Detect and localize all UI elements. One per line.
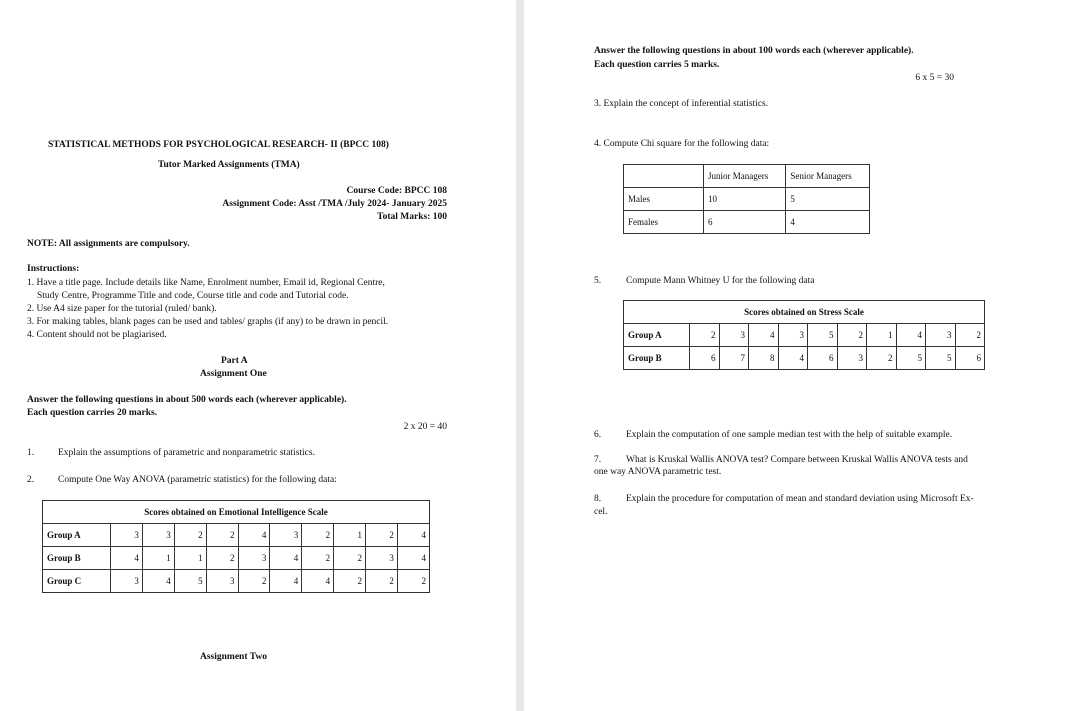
- table-header-cell: Senior Managers: [786, 165, 870, 188]
- document-title: STATISTICAL METHODS FOR PSYCHOLOGICAL RESEARCH- II (BPCC 108): [48, 140, 389, 150]
- table-cell: 4: [778, 347, 808, 370]
- answer-instruction: Answer the following questions in about 100 words each (wherever applicable).: [594, 46, 914, 56]
- table-cell: 2: [206, 547, 238, 570]
- assignment-two-heading: Assignment Two: [200, 652, 267, 662]
- instruction-item-continued: Study Centre, Programme Title and code, Course title and code and Tutorial code.: [37, 291, 349, 301]
- part-heading: Part A: [221, 356, 248, 366]
- row-label: Group C: [43, 570, 111, 593]
- row-label: Group A: [43, 524, 111, 547]
- table-cell: 4: [270, 570, 302, 593]
- table-cell: 4: [238, 524, 270, 547]
- table-cell: 6: [690, 347, 720, 370]
- row-label: Males: [624, 188, 704, 211]
- chi-square-table: [623, 164, 870, 234]
- table-cell: 1: [867, 324, 897, 347]
- question-text: Explain the assumptions of parametric and nonparametric statistics.: [58, 448, 315, 458]
- table-cell: 2: [837, 324, 867, 347]
- table-cell: 3: [270, 524, 302, 547]
- table-row: [43, 547, 430, 570]
- marks-formula: 6 x 5 = 30: [915, 73, 954, 83]
- table-cell: 2: [174, 524, 206, 547]
- table-cell: 3: [111, 570, 143, 593]
- table-cell: 1: [174, 547, 206, 570]
- table-caption: Scores obtained on Emotional Intelligence Scale: [43, 501, 430, 524]
- row-label: Group B: [624, 347, 690, 370]
- table-row: [624, 347, 985, 370]
- table-cell: 2: [397, 570, 429, 593]
- table-cell: 6: [808, 347, 838, 370]
- question-number: 8.: [594, 494, 602, 504]
- table-cell: 4: [786, 211, 870, 234]
- table-cell: 7: [719, 347, 749, 370]
- table-cell: 3: [719, 324, 749, 347]
- question-text-continued: one way ANOVA parametric test.: [594, 467, 722, 477]
- table-cell: 2: [206, 524, 238, 547]
- table-cell: 4: [302, 570, 334, 593]
- question-number: 5.: [594, 276, 602, 286]
- question-text: 3. Explain the concept of inferential statistics.: [594, 99, 769, 109]
- table-row: [43, 524, 430, 547]
- question-text-continued: cel.: [594, 507, 608, 517]
- table-cell: 3: [366, 547, 398, 570]
- row-label: Females: [624, 211, 704, 234]
- table-cell: 2: [302, 524, 334, 547]
- document-page-left: [0, 0, 516, 711]
- answer-instruction: Answer the following questions in about 500 words each (wherever applicable).: [27, 395, 347, 405]
- table-cell: 2: [867, 347, 897, 370]
- question-text: Compute One Way ANOVA (parametric statistics) for the following data:: [58, 475, 337, 485]
- question-text: What is Kruskal Wallis ANOVA test? Compare between Kruskal Wallis ANOVA tests and: [626, 455, 968, 465]
- table-cell: 10: [704, 188, 786, 211]
- table-cell: 5: [896, 347, 926, 370]
- marks-formula: 2 x 20 = 40: [403, 422, 447, 432]
- table-cell: 3: [778, 324, 808, 347]
- table-cell: 3: [206, 570, 238, 593]
- table-row: [624, 188, 870, 211]
- table-cell: 4: [270, 547, 302, 570]
- table-header-cell: [624, 165, 704, 188]
- anova-table: [42, 500, 430, 593]
- table-cell: 5: [174, 570, 206, 593]
- total-marks: Total Marks: 100: [377, 212, 447, 222]
- table-cell: 6: [704, 211, 786, 234]
- question-text: Compute Mann Whitney U for the following data: [626, 276, 815, 286]
- instruction-item: 1. Have a title page. Include details like Name, Enrolment number, Email id, Regional Centre,: [27, 278, 385, 288]
- question-text: Explain the computation of one sample median test with the help of suitable example.: [626, 430, 953, 440]
- table-cell: 3: [142, 524, 174, 547]
- instruction-item: 2. Use A4 size paper for the tutorial (ruled/ bank).: [27, 304, 217, 314]
- document-page-right: [524, 0, 1080, 711]
- table-header-cell: Junior Managers: [704, 165, 786, 188]
- table-cell: 4: [749, 324, 779, 347]
- table-cell: 2: [302, 547, 334, 570]
- table-cell: 8: [749, 347, 779, 370]
- table-cell: 5: [786, 188, 870, 211]
- note: NOTE: All assignments are compulsory.: [27, 239, 190, 249]
- row-label: Group B: [43, 547, 111, 570]
- instructions-heading: Instructions:: [27, 264, 80, 274]
- table-cell: 2: [238, 570, 270, 593]
- table-cell: 2: [955, 324, 985, 347]
- table-cell: 3: [111, 524, 143, 547]
- instruction-item: 3. For making tables, blank pages can be used and tables/ graphs (if any) to be drawn in pencil.: [27, 317, 389, 327]
- table-cell: 6: [955, 347, 985, 370]
- table-cell: 4: [397, 524, 429, 547]
- question-number: 2.: [27, 475, 35, 485]
- table-cell: 4: [896, 324, 926, 347]
- table-cell: 2: [366, 570, 398, 593]
- instruction-item: 4. Content should not be plagiarised.: [27, 330, 167, 340]
- table-cell: 2: [366, 524, 398, 547]
- table-cell: 3: [926, 324, 956, 347]
- table-cell: 3: [837, 347, 867, 370]
- table-cell: 4: [111, 547, 143, 570]
- table-row: [624, 324, 985, 347]
- table-cell: 4: [397, 547, 429, 570]
- table-cell: 1: [334, 524, 366, 547]
- table-header-row: [624, 165, 870, 188]
- question-number: 7.: [594, 455, 602, 465]
- table-cell: 5: [808, 324, 838, 347]
- assignment-one-heading: Assignment One: [200, 369, 267, 379]
- mann-whitney-table: [623, 300, 985, 370]
- table-caption: Scores obtained on Stress Scale: [624, 301, 985, 324]
- table-cell: 3: [238, 547, 270, 570]
- row-label: Group A: [624, 324, 690, 347]
- table-cell: 4: [142, 570, 174, 593]
- table-row: [43, 570, 430, 593]
- table-row: [624, 211, 870, 234]
- marks-instruction: Each question carries 20 marks.: [27, 408, 158, 418]
- document-subtitle: Tutor Marked Assignments (TMA): [158, 160, 300, 170]
- table-cell: 2: [334, 547, 366, 570]
- marks-instruction: Each question carries 5 marks.: [594, 60, 720, 70]
- course-code: Course Code: BPCC 108: [346, 186, 447, 196]
- question-number: 1.: [27, 448, 35, 458]
- question-number: 6.: [594, 430, 602, 440]
- question-text: Explain the procedure for computation of mean and standard deviation using Microsoft Ex-: [626, 494, 974, 504]
- table-cell: 2: [690, 324, 720, 347]
- table-cell: 1: [142, 547, 174, 570]
- question-text: 4. Compute Chi square for the following data:: [594, 139, 770, 149]
- assignment-code: Assignment Code: Asst /TMA /July 2024- January 2025: [222, 199, 447, 209]
- table-cell: 2: [334, 570, 366, 593]
- table-cell: 5: [926, 347, 956, 370]
